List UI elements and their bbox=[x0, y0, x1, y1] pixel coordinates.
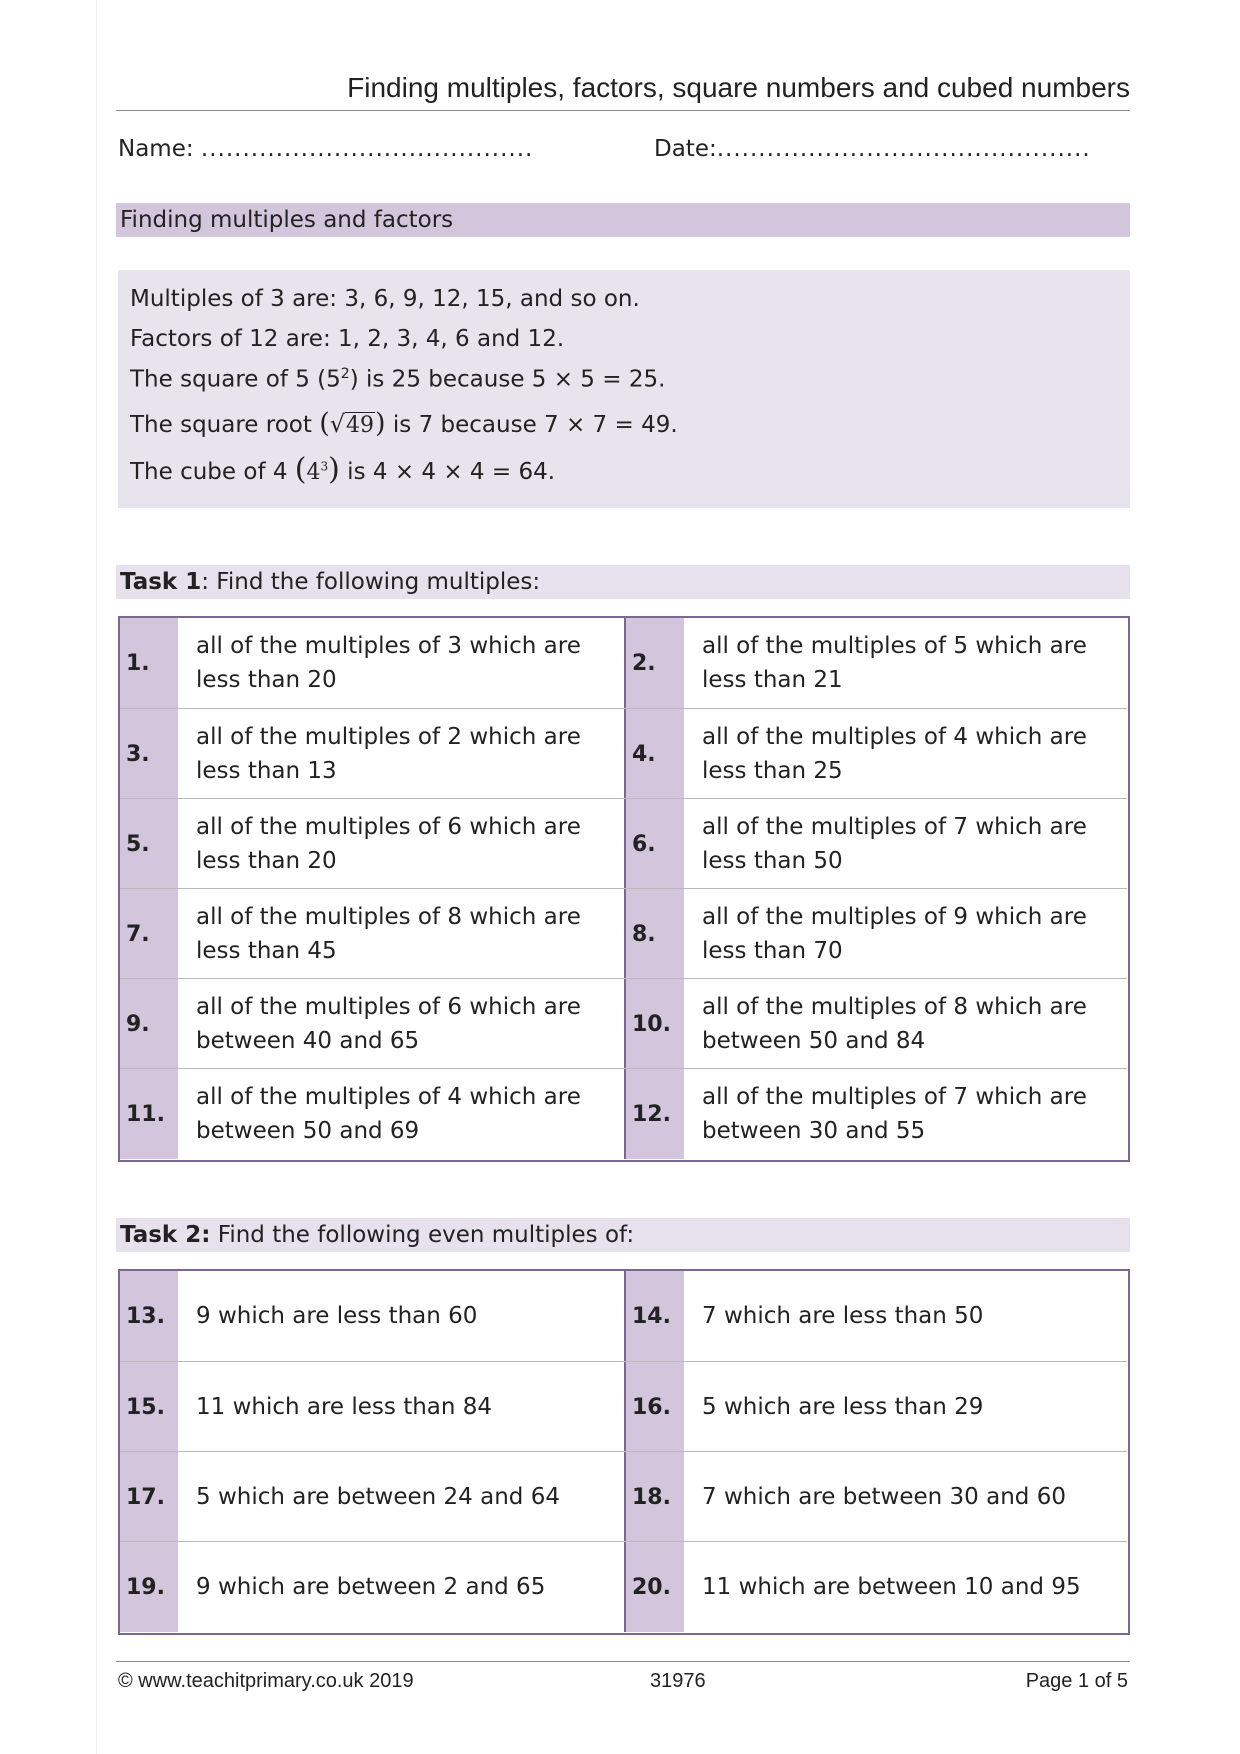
title-divider bbox=[116, 110, 1130, 111]
question-number: 20. bbox=[626, 1542, 684, 1632]
name-field bbox=[118, 136, 533, 162]
question-number: 9. bbox=[120, 979, 178, 1069]
info-line-square bbox=[130, 366, 665, 393]
question-number: 8. bbox=[626, 889, 684, 979]
question-line-1: all of the multiples of 4 which are bbox=[702, 724, 1087, 750]
table-row bbox=[120, 1541, 1127, 1632]
question-number: 15. bbox=[120, 1362, 178, 1452]
date-label: Date: bbox=[654, 136, 717, 162]
task1-instruction: : Find the following multiples: bbox=[201, 569, 541, 595]
question-text bbox=[684, 1271, 1130, 1361]
task1-label: Task 1 bbox=[120, 569, 202, 595]
table-row bbox=[120, 1451, 1127, 1542]
table-row bbox=[120, 1271, 1127, 1361]
question-line-2: between 50 and 69 bbox=[196, 1118, 420, 1144]
question-text bbox=[178, 889, 624, 979]
question-line: 11 which are between 10 and 95 bbox=[702, 1574, 1081, 1600]
task2-label: Task 2: bbox=[120, 1222, 211, 1248]
question-text bbox=[178, 1542, 624, 1632]
question-line-1: all of the multiples of 5 which are bbox=[702, 633, 1087, 659]
question-text bbox=[684, 799, 1130, 889]
question-text-lines bbox=[196, 810, 581, 878]
info-square-text-b: ) is 25 because 5 × 5 = 25. bbox=[349, 366, 666, 393]
question-line-1: all of the multiples of 8 which are bbox=[196, 904, 581, 930]
task2-heading bbox=[116, 1218, 1130, 1252]
question-line-1: all of the multiples of 7 which are bbox=[702, 1084, 1087, 1110]
question-line-2: less than 20 bbox=[196, 667, 337, 693]
name-label: Name: bbox=[118, 136, 194, 162]
table-row bbox=[120, 888, 1127, 979]
info-line-multiples: Multiples of 3 are: 3, 6, 9, 12, 15, and so on. bbox=[130, 286, 640, 312]
question-line-2: less than 20 bbox=[196, 848, 337, 874]
question-line-1: all of the multiples of 6 which are bbox=[196, 994, 581, 1020]
question-line: 11 which are less than 84 bbox=[196, 1394, 493, 1420]
info-square-text-a: The square of 5 (5 bbox=[130, 366, 341, 393]
column-divider bbox=[624, 889, 626, 979]
question-line: 9 which are between 2 and 65 bbox=[196, 1574, 546, 1600]
info-root-text-b: is 7 because 7 × 7 = 49. bbox=[385, 412, 678, 438]
footer-page-number: Page 1 of 5 bbox=[1025, 1670, 1128, 1692]
question-line-2: less than 25 bbox=[702, 758, 843, 784]
question-text-lines bbox=[196, 990, 581, 1058]
date-field bbox=[654, 136, 1091, 162]
question-text bbox=[684, 1069, 1130, 1159]
question-line-2: less than 21 bbox=[702, 667, 843, 693]
footer-code: 31976 bbox=[650, 1670, 706, 1692]
question-text-lines bbox=[702, 810, 1087, 878]
question-text-lines bbox=[702, 720, 1087, 788]
task1-grid bbox=[118, 616, 1130, 1162]
question-line-1: all of the multiples of 9 which are bbox=[702, 904, 1087, 930]
question-line-2: less than 13 bbox=[196, 758, 337, 784]
question-number: 10. bbox=[626, 979, 684, 1069]
question-number: 18. bbox=[626, 1452, 684, 1542]
footer-divider bbox=[116, 1661, 1130, 1662]
question-text bbox=[178, 1362, 624, 1452]
question-number: 6. bbox=[626, 799, 684, 889]
question-text bbox=[178, 1452, 624, 1542]
question-line-2: less than 50 bbox=[702, 848, 843, 874]
task2-instruction: Find the following even multiples of: bbox=[210, 1222, 635, 1248]
task2-grid bbox=[118, 1269, 1130, 1635]
question-number: 1. bbox=[120, 618, 178, 708]
root-open-paren: ( bbox=[319, 408, 330, 439]
name-dots: ........................................ bbox=[200, 136, 534, 162]
table-row bbox=[120, 618, 1127, 708]
date-dots: ............................................. bbox=[716, 136, 1091, 162]
footer-copyright: © www.teachitprimary.co.uk 2019 bbox=[118, 1670, 414, 1692]
radicand: 49 bbox=[346, 413, 375, 438]
question-line: 9 which are less than 60 bbox=[196, 1303, 478, 1329]
question-text-lines bbox=[702, 1080, 1087, 1148]
question-line-1: all of the multiples of 8 which are bbox=[702, 994, 1087, 1020]
info-line-cube bbox=[130, 452, 555, 487]
info-box bbox=[118, 270, 1130, 508]
question-number: 2. bbox=[626, 618, 684, 708]
question-text bbox=[684, 1452, 1130, 1542]
info-square-exponent: 2 bbox=[340, 366, 350, 382]
question-line-2: less than 70 bbox=[702, 938, 843, 964]
column-divider bbox=[624, 1362, 626, 1452]
question-text bbox=[684, 709, 1130, 799]
question-number: 19. bbox=[120, 1542, 178, 1632]
column-divider bbox=[624, 1069, 626, 1159]
cube-open-paren: ( bbox=[294, 452, 307, 487]
column-divider bbox=[624, 979, 626, 1069]
question-number: 5. bbox=[120, 799, 178, 889]
info-line-factors: Factors of 12 are: 1, 2, 3, 4, 6 and 12. bbox=[130, 326, 565, 352]
question-text-lines bbox=[702, 990, 1087, 1058]
question-number: 17. bbox=[120, 1452, 178, 1542]
column-divider bbox=[624, 799, 626, 889]
cube-exponent: 3 bbox=[320, 459, 329, 474]
question-text bbox=[684, 618, 1130, 708]
task1-heading bbox=[116, 565, 1130, 599]
column-divider bbox=[624, 1542, 626, 1632]
question-text-lines bbox=[702, 629, 1087, 697]
question-line: 5 which are less than 29 bbox=[702, 1394, 984, 1420]
info-line-square-root bbox=[130, 408, 678, 439]
column-divider bbox=[624, 1271, 626, 1361]
question-line-2: between 40 and 65 bbox=[196, 1028, 420, 1054]
question-line-2: between 30 and 55 bbox=[702, 1118, 926, 1144]
table-row bbox=[120, 1361, 1127, 1452]
cube-close-paren: ) bbox=[328, 452, 340, 487]
question-text-lines bbox=[196, 1080, 581, 1148]
question-text-lines bbox=[196, 720, 581, 788]
table-row bbox=[120, 798, 1127, 889]
info-cube-text-b: is 4 × 4 × 4 = 64. bbox=[339, 459, 556, 485]
radical-sign: √ bbox=[329, 410, 346, 438]
question-number: 16. bbox=[626, 1362, 684, 1452]
column-divider bbox=[624, 709, 626, 799]
column-divider bbox=[624, 1452, 626, 1542]
cube-base: 4 bbox=[306, 460, 321, 485]
question-text bbox=[178, 1271, 624, 1361]
question-text bbox=[684, 889, 1130, 979]
page-title: Finding multiples, factors, square numbers and cubed numbers bbox=[347, 72, 1130, 103]
question-line-1: all of the multiples of 7 which are bbox=[702, 814, 1087, 840]
question-number: 14. bbox=[626, 1271, 684, 1361]
question-text bbox=[178, 709, 624, 799]
question-number: 13. bbox=[120, 1271, 178, 1361]
column-divider bbox=[624, 618, 626, 708]
info-cube-text-a: The cube of 4 bbox=[130, 459, 295, 485]
question-number: 11. bbox=[120, 1069, 178, 1159]
question-line: 5 which are between 24 and 64 bbox=[196, 1484, 560, 1510]
info-root-text-a: The square root bbox=[130, 412, 320, 438]
question-number: 7. bbox=[120, 889, 178, 979]
question-number: 4. bbox=[626, 709, 684, 799]
question-text-lines bbox=[196, 900, 581, 968]
table-row bbox=[120, 978, 1127, 1069]
root-close-paren: ) bbox=[375, 408, 386, 439]
question-line-1: all of the multiples of 2 which are bbox=[196, 724, 581, 750]
question-line-2: between 50 and 84 bbox=[702, 1028, 926, 1054]
page-edge bbox=[96, 0, 97, 1754]
question-text-lines bbox=[196, 629, 581, 697]
question-number: 12. bbox=[626, 1069, 684, 1159]
question-line-1: all of the multiples of 6 which are bbox=[196, 814, 581, 840]
question-line-2: less than 45 bbox=[196, 938, 337, 964]
section-heading: Finding multiples and factors bbox=[116, 203, 1130, 237]
question-text-lines bbox=[702, 900, 1087, 968]
question-text bbox=[178, 799, 624, 889]
question-number: 3. bbox=[120, 709, 178, 799]
question-text bbox=[178, 979, 624, 1069]
question-line: 7 which are between 30 and 60 bbox=[702, 1484, 1066, 1510]
question-text bbox=[178, 618, 624, 708]
question-line: 7 which are less than 50 bbox=[702, 1303, 984, 1329]
question-line-1: all of the multiples of 3 which are bbox=[196, 633, 581, 659]
question-text bbox=[178, 1069, 624, 1159]
question-text bbox=[684, 1542, 1130, 1632]
question-text bbox=[684, 979, 1130, 1069]
table-row bbox=[120, 1068, 1127, 1159]
question-line-1: all of the multiples of 4 which are bbox=[196, 1084, 581, 1110]
table-row bbox=[120, 708, 1127, 799]
question-text bbox=[684, 1362, 1130, 1452]
